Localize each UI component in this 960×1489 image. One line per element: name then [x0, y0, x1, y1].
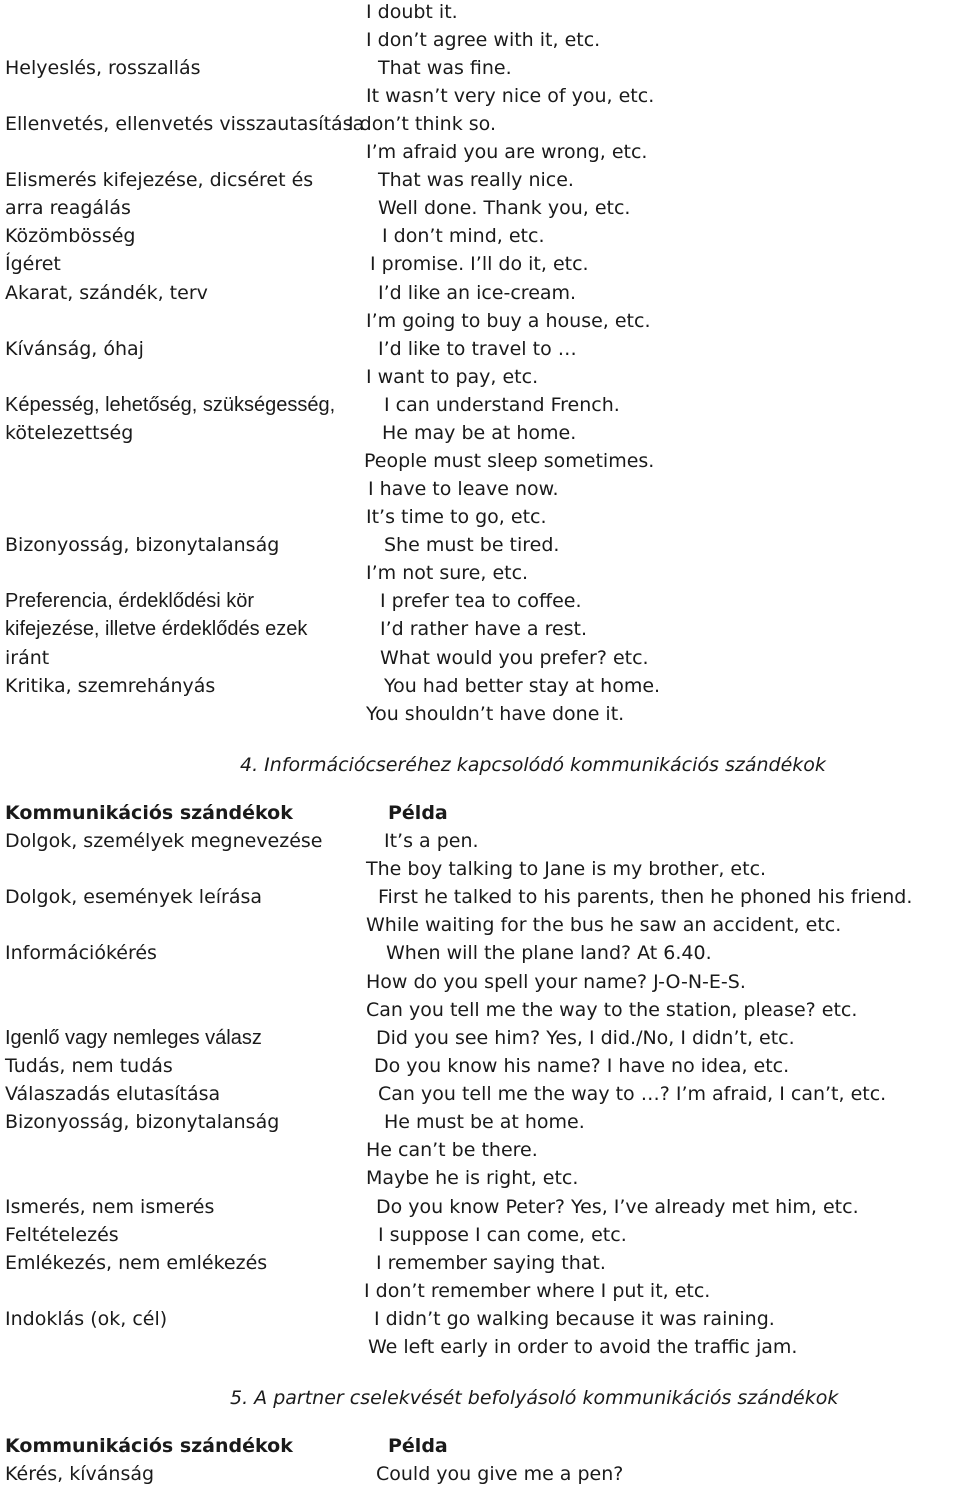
example-text: He must be at home.: [384, 1111, 585, 1133]
intent-label: Tudás, nem tudás: [5, 1055, 173, 1077]
example-text: I doubt it.: [366, 1, 458, 23]
intent-label: kötelezettség: [5, 422, 134, 444]
intent-label: Közömbösség: [5, 225, 136, 247]
example-text: I’d like to travel to …: [378, 338, 577, 360]
column-header-example: Példa: [388, 1435, 448, 1457]
intent-label: kifejezése, illetve érdeklődés ezek: [5, 618, 308, 640]
example-text: I don’t think so.: [348, 113, 496, 135]
intent-label: Preferencia, érdeklődési kör: [5, 590, 255, 612]
example-text: I’d like an ice-cream.: [378, 282, 577, 304]
intent-label: Indoklás (ok, cél): [5, 1308, 168, 1330]
intent-label: Dolgok, események leírása: [5, 886, 263, 908]
intent-label: Információkérés: [5, 942, 157, 964]
example-text: Maybe he is right, etc.: [366, 1167, 579, 1189]
intent-label: Képesség, lehetőség, szükségesség,: [5, 394, 336, 416]
example-text: It’s time to go, etc.: [366, 506, 547, 528]
intent-label: Helyeslés, rosszallás: [5, 57, 201, 79]
example-text: It’s a pen.: [384, 830, 479, 852]
example-text: You had better stay at home.: [384, 675, 661, 697]
intent-label: Feltételezés: [5, 1224, 119, 1246]
intent-label: iránt: [5, 647, 50, 669]
section-heading: 4. Információcseréhez kapcsolódó kommunikációs szándékok: [240, 754, 826, 776]
intent-label: Kritika, szemrehányás: [5, 675, 216, 697]
example-text: I’d rather have a rest.: [380, 618, 588, 640]
example-text: You shouldn’t have done it.: [366, 703, 625, 725]
intent-label: arra reagálás: [5, 197, 131, 219]
intent-label: Válaszadás elutasítása: [5, 1083, 221, 1105]
example-text: I remember saying that.: [376, 1252, 606, 1274]
section-heading: 5. A partner cselekvését befolyásoló kommunikációs szándékok: [230, 1387, 839, 1409]
example-text: Can you tell me the way to …? I’m afraid, I can’t, etc.: [378, 1083, 887, 1105]
example-text: I’m going to buy a house, etc.: [366, 310, 651, 332]
example-text: I don’t remember where I put it, etc.: [364, 1280, 711, 1302]
example-text: I suppose I can come, etc.: [378, 1224, 627, 1246]
example-text: Could you give me a pen?: [376, 1463, 624, 1485]
example-text: I can understand French.: [384, 394, 620, 416]
example-text: First he talked to his parents, then he phoned his friend.: [378, 886, 913, 908]
intent-label: Ismerés, nem ismerés: [5, 1196, 215, 1218]
example-text: I don’t mind, etc.: [382, 225, 545, 247]
intent-label: Kérés, kívánság: [5, 1463, 155, 1485]
column-header-intent: Kommunikációs szándékok: [5, 1435, 293, 1457]
example-text: How do you spell your name? J-O-N-E-S.: [366, 971, 746, 993]
intent-label: Bizonyosság, bizonytalanság: [5, 534, 280, 556]
intent-label: Elismerés kifejezése, dicséret és: [5, 169, 314, 191]
example-text: I want to pay, etc.: [366, 366, 539, 388]
example-text: I didn’t go walking because it was raining.: [374, 1308, 775, 1330]
example-text: He can’t be there.: [366, 1139, 538, 1161]
example-text: That was really nice.: [378, 169, 574, 191]
example-text: I have to leave now.: [368, 478, 559, 500]
example-text: I prefer tea to coffee.: [380, 590, 582, 612]
example-text: I’m not sure, etc.: [366, 562, 529, 584]
example-text: He may be at home.: [382, 422, 577, 444]
intent-label: Ellenvetés, ellenvetés visszautasítása: [5, 113, 365, 135]
intent-label: Bizonyosság, bizonytalanság: [5, 1111, 280, 1133]
intent-label: Emlékezés, nem emlékezés: [5, 1252, 268, 1274]
intent-label: Akarat, szándék, terv: [5, 282, 208, 304]
column-header-example: Példa: [388, 802, 448, 824]
example-text: Do you know Peter? Yes, I’ve already met him, etc.: [376, 1196, 859, 1218]
intent-label: Ígéret: [5, 253, 61, 275]
example-text: People must sleep sometimes.: [364, 450, 655, 472]
example-text: Did you see him? Yes, I did./No, I didn’t, etc.: [376, 1027, 795, 1049]
example-text: When will the plane land? At 6.40.: [386, 942, 712, 964]
intent-label: Igenlő vagy nemleges válasz: [5, 1027, 262, 1049]
example-text: While waiting for the bus he saw an accident, etc.: [366, 914, 842, 936]
intent-label: Kívánság, óhaj: [5, 338, 144, 360]
example-text: Well done. Thank you, etc.: [378, 197, 631, 219]
example-text: I promise. I’ll do it, etc.: [370, 253, 589, 275]
intent-label: Dolgok, személyek megnevezése: [5, 830, 323, 852]
example-text: I’m afraid you are wrong, etc.: [366, 141, 648, 163]
example-text: Can you tell me the way to the station, please? etc.: [366, 999, 858, 1021]
example-text: It wasn’t very nice of you, etc.: [366, 85, 655, 107]
example-text: I don’t agree with it, etc.: [366, 29, 601, 51]
example-text: What would you prefer? etc.: [380, 647, 649, 669]
example-text: She must be tired.: [384, 534, 560, 556]
example-text: We left early in order to avoid the traffic jam.: [368, 1336, 798, 1358]
example-text: That was fine.: [378, 57, 512, 79]
column-header-intent: Kommunikációs szándékok: [5, 802, 293, 824]
example-text: Do you know his name? I have no idea, etc.: [374, 1055, 790, 1077]
example-text: The boy talking to Jane is my brother, etc.: [366, 858, 767, 880]
